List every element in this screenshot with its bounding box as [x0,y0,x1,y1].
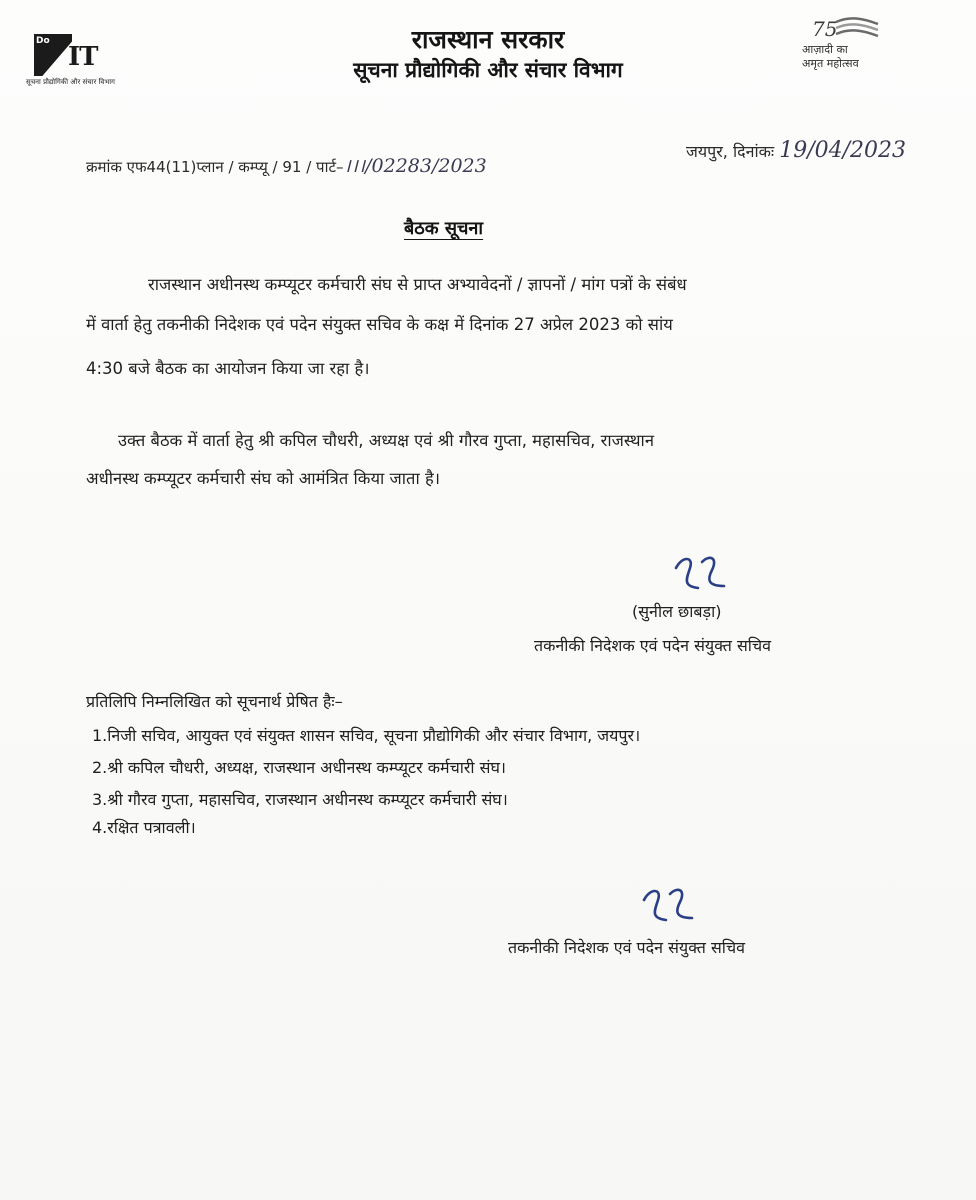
date-handwritten: 19/04/2023 [779,138,907,163]
azadi-logo-line1: आज़ादी का [802,43,848,56]
paragraph-2-line-2: अधीनस्थ कम्प्यूटर कर्मचारी संघ को आमंत्रित किया जाता है। [86,469,440,488]
signature-1 [672,548,732,600]
doit-logo-it-text: IT [68,42,98,72]
notice-title: बैठक सूचना [404,218,484,239]
copy-to-item: 4.रक्षित पत्रावली। [92,818,196,837]
reference-number-handwritten: ।।।/02283/2023 [343,155,487,177]
date-label: जयपुर, दिनांकः [686,142,775,161]
department-title: सूचना प्रौद्योगिकी और संचार विभाग [353,58,623,82]
signatory-name: (सुनील छाबड़ा) [632,602,722,621]
paragraph-1-line-2: में वार्ता हेतु तकनीकी निदेशक एवं पदेन संयुक्त सचिव के कक्ष में दिनांक 27 अप्रेल 2023 को सांय [86,315,673,334]
signature-2 [640,882,700,932]
reference-number-printed: क्रमांक एफ44(11)प्लान / कम्प्यू / 91 / पार्ट– [86,158,344,176]
doit-logo-do-text: Do [36,36,50,46]
flag-swoosh-icon [810,14,880,42]
date-line [686,138,906,163]
paragraph-2-line-1: उक्त बैठक में वार्ता हेतु श्री कपिल चौधरी, अध्यक्ष एवं श्री गौरव गुप्ता, महासचिव, राजस्थान [118,431,654,450]
copy-to-item: 2.श्री कपिल चौधरी, अध्यक्ष, राजस्थान अधीनस्थ कम्प्यूटर कर्मचारी संघ। [92,758,506,777]
azadi-ka-amrit-mahotsav-logo [792,14,902,74]
azadi-logo-line2: अमृत महोत्सव [802,57,859,70]
signatory-designation: तकनीकी निदेशक एवं पदेन संयुक्त सचिव [534,636,771,655]
doit-logo-caption: सूचना प्रौद्योगिकी और संचार विभाग [26,78,115,86]
footer-designation: तकनीकी निदेशक एवं पदेन संयुक्त सचिव [508,938,745,957]
paragraph-1-line-3: 4:30 बजे बैठक का आयोजन किया जा रहा है। [86,359,370,378]
copy-to-item: 3.श्री गौरव गुप्ता, महासचिव, राजस्थान अधीनस्थ कम्प्यूटर कर्मचारी संघ। [92,790,508,809]
reference-number [86,152,487,178]
svg-text:75: 75 [812,17,838,41]
copy-to-heading: प्रतिलिपि निम्नलिखित को सूचनार्थ प्रेषित हैः– [86,692,343,711]
paragraph-1-line-1: राजस्थान अधीनस्थ कम्प्यूटर कर्मचारी संघ से प्राप्त अभ्यावेदनों / ज्ञापनों / मांग पत्रों के संबंध [148,275,687,294]
government-title: राजस्थान सरकार [411,25,565,54]
copy-to-item: 1.निजी सचिव, आयुक्त एवं संयुक्त शासन सचिव, सूचना प्रौद्योगिकी और संचार विभाग, जयपुर। [92,726,641,745]
